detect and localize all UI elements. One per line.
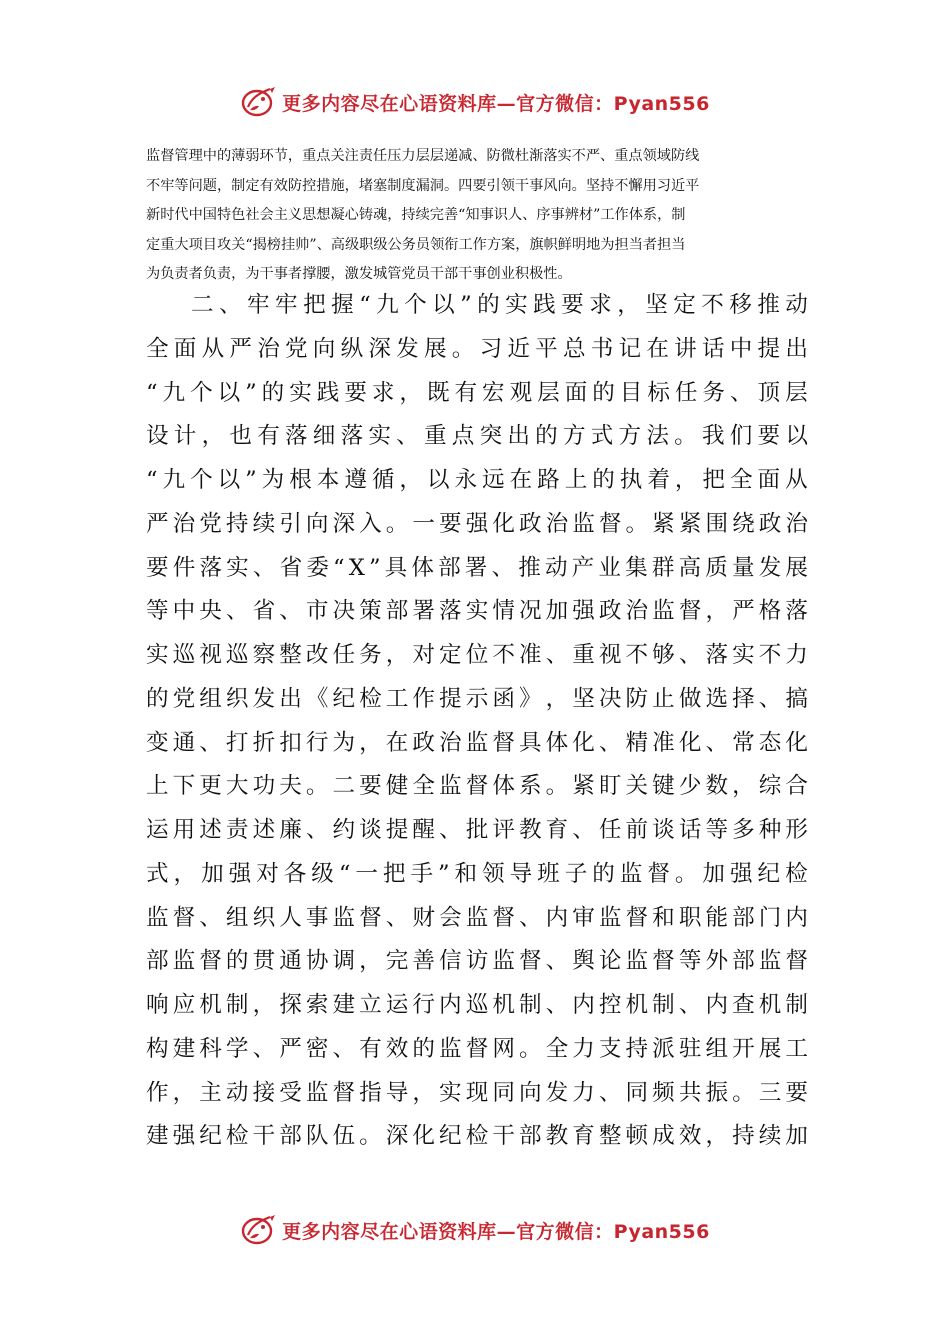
continuation-paragraph — [146, 142, 806, 290]
text-line: 监督管理中的薄弱环节，重点关注责任压力层层递减、防微杜渐落实不严、重点领域防线 — [146, 148, 700, 164]
wechat-id: Pyan556 — [613, 92, 710, 115]
text-line: 二 、 牢 牢 把 握 “ 九 个 以 ” 的 实 践 要 求 ， 坚 定 不 移 推 动 — [191, 292, 808, 318]
wechat-id: Pyan556 — [613, 1220, 710, 1243]
text-line: “ 九 个 以 ” 为 根 本 遵 循 ， 以 永 远 在 路 上 的 执 着 ， 把 全 面 从 — [146, 467, 808, 493]
pen-swirl-logo-icon — [240, 85, 278, 119]
text-line: 响 应 机 制 ， 探 索 建 立 运 行 内 巡 机 制 、 内 控 机 制 、 内 查 机 制 — [146, 992, 808, 1018]
pen-swirl-logo-icon — [240, 1213, 278, 1247]
banner-text: 更多内容尽在心语资料库—官方微信：Pyan556 — [282, 1220, 710, 1243]
header-banner — [0, 82, 950, 122]
main-paragraph — [146, 284, 808, 1159]
text-line: 监 督 、 组 织 人 事 监 督 、 财 会 监 督 、 内 审 监 督 和 职 能 部 门 内 — [146, 904, 808, 931]
text-line: “ 九 个 以 ” 的 实 践 要 求 ， 既 有 宏 观 层 面 的 目 标 任 务 、 顶 层 — [146, 379, 808, 406]
text-line: 实 巡 视 巡 察 整 改 任 务 ， 对 定 位 不 准 、 重 视 不 够 、 落 实 不 力 — [146, 642, 808, 668]
banner-text: 更多内容尽在心语资料库—官方微信：Pyan556 — [282, 92, 710, 115]
text-line: 全 面 从 严 治 党 向 纵 深 发 展 。 习 近 平 总 书 记 在 讲 话 中 提 出 — [146, 335, 808, 362]
text-line: 作 ， 主 动 接 受 监 督 指 导 ， 实 现 同 向 发 力 、 同 频 共 振 。 三 要 — [146, 1079, 808, 1106]
footer-banner — [0, 1210, 950, 1250]
text-line: 变 通 、 打 折 扣 行 为 ， 在 政 治 监 督 具 体 化 、 精 准 化 、 常 态 化 — [146, 729, 808, 756]
text-line: 不牢等问题，制定有效防控措施，堵塞制度漏洞。四要引领干事风向。坚持不懈用习近平 — [146, 177, 700, 194]
text-line: 要 件 落 实 、 省 委 “ X ” 具 体 部 署 、 推 动 产 业 集 群 高 质 量 发 展 — [146, 554, 808, 581]
text-line: 建 强 纪 检 干 部 队 伍 。 深 化 纪 检 干 部 教 育 整 顿 成 效 ， 持 续 加 — [146, 1123, 808, 1150]
text-line: 严 治 党 持 续 引 向 深 入 。 一 要 强 化 政 治 监 督 。 紧 紧 围 绕 政 治 — [146, 510, 808, 537]
text-line: 新时代中国特色社会主义思想凝心铸魂，持续完善“知事识人、序事辨材”工作体系，制 — [146, 207, 686, 224]
text-line: 的 党 组 织 发 出 《 纪 检 工 作 提 示 函 》 ， 坚 决 防 止 做 选 择 、 搞 — [146, 685, 808, 712]
text-line: 运 用 述 责 述 廉 、 约 谈 提 醒 、 批 评 教 育 、 任 前 谈 话 等 多 种 形 — [146, 817, 808, 843]
text-line: 部 监 督 的 贯 通 协 调 ， 完 善 信 访 监 督 、 舆 论 监 督 等 外 部 监 督 — [146, 948, 808, 975]
text-line: 为负责者负责，为干事者撑腰，激发城管党员干部干事创业积极性。 — [146, 266, 572, 283]
text-line: 等 中 央 、 省 、 市 决 策 部 署 落 实 情 况 加 强 政 治 监 督 ， 严 格 落 — [146, 598, 808, 625]
text-line: 上 下 更 大 功 夫 。 二 要 健 全 监 督 体 系 。 紧 盯 关 键 少 数 ， 综 合 — [146, 773, 808, 800]
text-line: 定重大项目攻关“揭榜挂帅”、高级职级公务员领衔工作方案，旗帜鲜明地为担当者担当 — [146, 236, 686, 253]
text-line: 设 计 ， 也 有 落 细 落 实 、 重 点 突 出 的 方 式 方 法 。 我 们 要 以 — [146, 423, 808, 450]
text-line: 式 ， 加 强 对 各 级 “ 一 把 手 ” 和 领 导 班 子 的 监 督 。 加 强 纪 检 — [146, 860, 808, 887]
text-line: 构 建 科 学 、 严 密 、 有 效 的 监 督 网 。 全 力 支 持 派 驻 组 开 展 工 — [146, 1035, 808, 1062]
